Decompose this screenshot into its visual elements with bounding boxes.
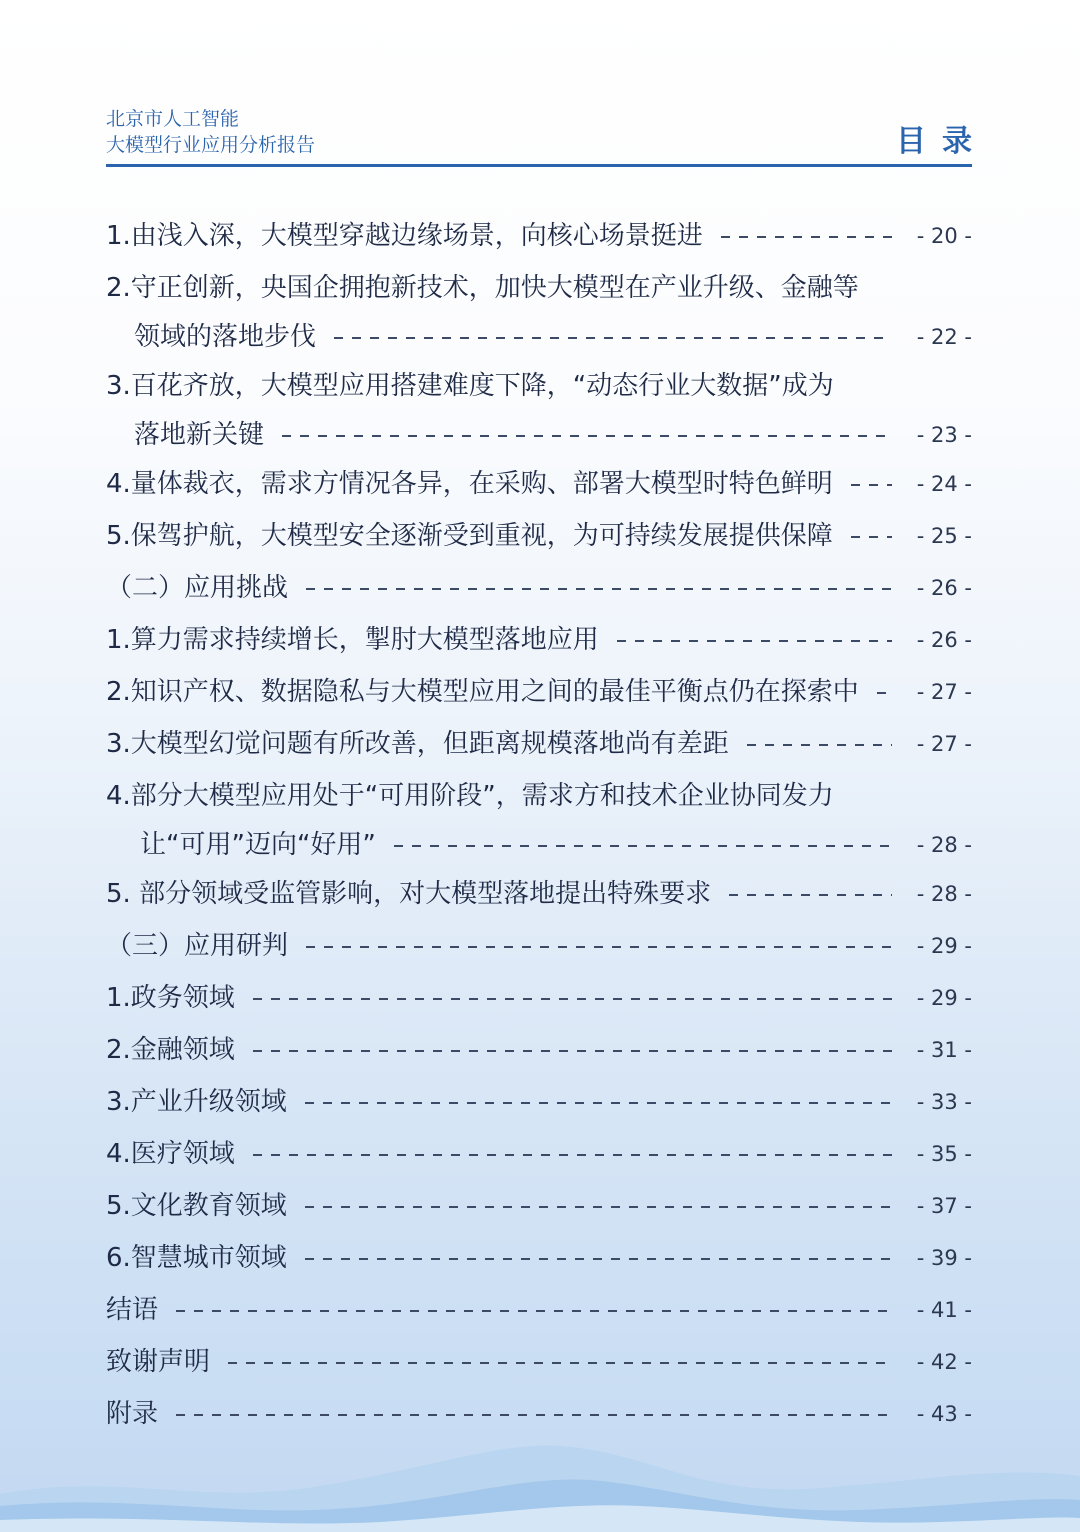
dot-leader [306, 588, 892, 590]
toc-entry[interactable] [106, 614, 972, 666]
section-title: 目录 [896, 124, 988, 159]
dot-leader [334, 337, 892, 339]
toc-entry[interactable] [106, 666, 972, 718]
dot-leader [877, 692, 892, 694]
toc-entry[interactable] [106, 1180, 972, 1232]
dot-leader [253, 1050, 892, 1052]
dot-leader [394, 845, 892, 847]
report-title-line1: 北京市人工智能 [106, 108, 240, 130]
dot-leader [253, 998, 892, 1000]
report-title [106, 106, 315, 158]
toc-entry[interactable] [106, 1284, 972, 1336]
toc-entry[interactable] [106, 562, 972, 614]
dot-leader [729, 894, 892, 896]
toc-entry[interactable] [106, 1336, 972, 1388]
toc-page-number: - 27 - [916, 680, 972, 704]
toc-page-number: - 29 - [916, 986, 972, 1010]
toc-entry-title: 附录 [106, 1399, 159, 1429]
dot-leader [176, 1310, 892, 1312]
toc-entry[interactable] [106, 1076, 972, 1128]
dot-leader [306, 946, 892, 948]
dot-leader [305, 1206, 892, 1208]
toc-page-number: - 35 - [916, 1142, 972, 1166]
toc-entry-title: 2.守正创新，央国企拥抱新技术，加快大模型在产业升级、金融等 [106, 273, 859, 303]
toc-entry[interactable] [106, 458, 972, 510]
toc-page-number: - 42 - [916, 1350, 972, 1374]
toc-page-number: - 37 - [916, 1194, 972, 1218]
toc-page-number: - 27 - [916, 732, 972, 756]
toc-entry[interactable] [106, 262, 972, 360]
toc-page-number: - 26 - [916, 628, 972, 652]
toc-entry-title: 6.智慧城市领域 [106, 1243, 287, 1273]
report-title-line2: 大模型行业应用分析报告 [106, 134, 316, 156]
header-divider [106, 164, 972, 167]
toc-page-number: - 33 - [916, 1090, 972, 1114]
dot-leader [253, 1154, 892, 1156]
toc-entry[interactable] [106, 1024, 972, 1076]
toc-entry-title: 3.百花齐放，大模型应用搭建难度下降，“动态行业大数据”成为 [106, 371, 834, 401]
dot-leader [747, 744, 892, 746]
toc-entry[interactable] [106, 360, 972, 458]
decorative-waves [0, 1402, 1080, 1532]
toc-entry-title: 1.政务领域 [106, 983, 235, 1013]
toc-page-number: - 43 - [916, 1402, 972, 1426]
toc-entry-title: 领域的落地步伐 [134, 322, 317, 352]
toc-entry-title: 5. 部分领域受监管影响，对大模型落地提出特殊要求 [106, 879, 712, 909]
toc-entry[interactable] [106, 770, 972, 868]
toc-entry[interactable] [106, 210, 972, 262]
toc-page-number: - 41 - [916, 1298, 972, 1322]
toc-entry-title: 4.医疗领域 [106, 1139, 235, 1169]
toc-page-number: - 24 - [916, 472, 972, 496]
toc-entry-title: 5.文化教育领域 [106, 1191, 287, 1221]
dot-leader [228, 1362, 892, 1364]
toc-entry-title: 4.量体裁衣，需求方情况各异，在采购、部署大模型时特色鲜明 [106, 469, 833, 499]
dot-leader [851, 536, 892, 538]
toc-entry[interactable] [106, 920, 972, 972]
dot-leader [305, 1258, 892, 1260]
toc-page-number: - 29 - [916, 934, 972, 958]
toc-entry-title: 2.知识产权、数据隐私与大模型应用之间的最佳平衡点仍在探索中 [106, 677, 859, 707]
toc-entry-title: 1.算力需求持续增长，掣肘大模型落地应用 [106, 625, 599, 655]
table-of-contents [106, 210, 972, 1440]
toc-page-number: - 28 - [916, 833, 972, 857]
toc-entry-title: 落地新关键 [134, 420, 265, 450]
toc-entry-title: 致谢声明 [106, 1347, 211, 1377]
toc-entry-title: 1.由浅入深，大模型穿越边缘场景，向核心场景挺进 [106, 221, 703, 251]
dot-leader [305, 1102, 892, 1104]
toc-page-number: - 22 - [916, 325, 972, 349]
toc-page-number: - 31 - [916, 1038, 972, 1062]
toc-entry-title: 5.保驾护航，大模型安全逐渐受到重视，为可持续发展提供保障 [106, 521, 833, 551]
page-header [106, 106, 988, 168]
toc-entry[interactable] [106, 868, 972, 920]
toc-entry-title: 2.金融领域 [106, 1035, 235, 1065]
toc-page-number: - 25 - [916, 524, 972, 548]
toc-page-number: - 28 - [916, 882, 972, 906]
toc-page-number: - 23 - [916, 423, 972, 447]
toc-entry[interactable] [106, 510, 972, 562]
toc-entry-title: 4.部分大模型应用处于“可用阶段”，需求方和技术企业协同发力 [106, 781, 834, 811]
toc-entry-title: （三）应用研判 [106, 931, 289, 961]
toc-entry[interactable] [106, 718, 972, 770]
toc-page-number: - 39 - [916, 1246, 972, 1270]
toc-entry-title: 3.大模型幻觉问题有所改善，但距离规模落地尚有差距 [106, 729, 729, 759]
dot-leader [282, 435, 892, 437]
dot-leader [721, 236, 892, 238]
toc-entry[interactable] [106, 972, 972, 1024]
toc-entry[interactable] [106, 1232, 972, 1284]
toc-entry-title: （二）应用挑战 [106, 573, 289, 603]
toc-entry-title: 3.产业升级领域 [106, 1087, 287, 1117]
toc-entry-title: 结语 [106, 1295, 159, 1325]
toc-page-number: - 20 - [916, 224, 972, 248]
toc-page-number: - 26 - [916, 576, 972, 600]
dot-leader [851, 484, 892, 486]
toc-entry-title: 让“可用”迈向“好用” [140, 830, 376, 860]
toc-entry[interactable] [106, 1128, 972, 1180]
dot-leader [617, 640, 892, 642]
